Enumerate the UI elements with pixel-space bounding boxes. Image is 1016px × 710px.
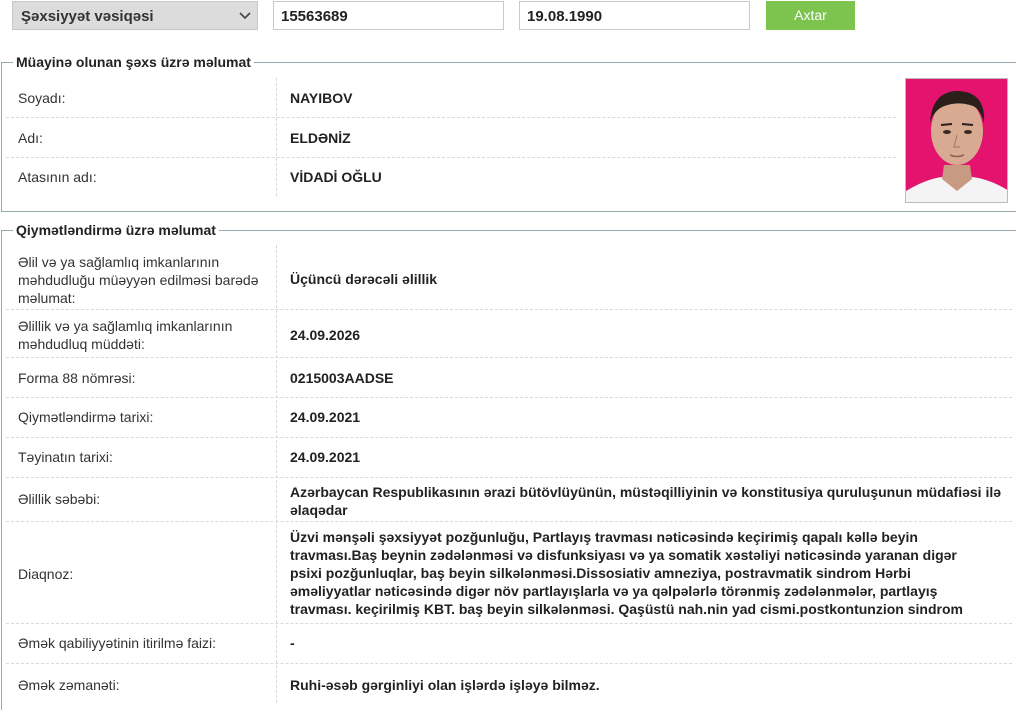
assessment-date-label: Qiymətləndirmə tarixi: xyxy=(18,409,154,425)
surname-label: Soyadı: xyxy=(18,90,66,106)
birth-date-value: 19.08.1990 xyxy=(527,8,603,25)
assessment-row-form88 xyxy=(6,358,1012,398)
disability-info-label: Əlil və ya sağlamlıq imkanlarının məhdudluğu müəyyən edilməsi barədə məlumat: xyxy=(18,254,259,306)
reason-value: Azərbaycan Respublikasının ərazi bütövlüyünün, müstəqilliyinin və konstitusiya quruluşunun müdafiəsi ilə əlaqədar xyxy=(290,484,1002,518)
search-button[interactable]: Axtar xyxy=(766,1,855,30)
work-guarantee-value: Ruhi-əsəb gərginliyi olan işlərdə işləyə bilməz. xyxy=(290,677,600,693)
diagnosis-label: Diaqnoz: xyxy=(18,566,74,582)
document-type-select[interactable] xyxy=(12,1,258,30)
work-capacity-value: - xyxy=(290,635,295,651)
appointment-date-label: Təyinatın tarixi: xyxy=(18,449,113,465)
work-capacity-label: Əmək qabiliyyətinin itirilmə faizi: xyxy=(18,635,217,651)
person-info-legend: Müayinə olunan şəxs üzrə məlumat xyxy=(13,54,254,70)
document-number-input[interactable] xyxy=(273,1,504,30)
assessment-date-value: 24.09.2021 xyxy=(290,409,361,425)
search-bar xyxy=(0,0,1016,42)
form88-value: 0215003AADSE xyxy=(290,370,394,386)
duration-label: Əlillik və ya sağlamlıq imkanlarının məhdudluq müddəti: xyxy=(18,318,233,352)
assessment-row-date xyxy=(6,398,1012,438)
document-number-value: 15563689 xyxy=(281,8,348,25)
birth-date-input[interactable] xyxy=(519,1,750,30)
name-value: ELDƏNİZ xyxy=(290,130,351,146)
work-guarantee-label: Əmək zəmanəti: xyxy=(18,677,120,693)
person-row-surname xyxy=(6,78,896,118)
patronymic-value: VİDADİ OĞLU xyxy=(290,169,382,185)
assessment-legend: Qiymətləndirmə üzrə məlumat xyxy=(13,222,219,238)
chevron-down-icon xyxy=(237,7,253,23)
patronymic-label: Atasının adı: xyxy=(18,169,97,185)
form88-label: Forma 88 nömrəsi: xyxy=(18,370,136,386)
portrait-image xyxy=(906,79,1008,203)
document-type-value: Şəxsiyyət vəsiqəsi xyxy=(21,8,154,25)
assessment-row-appointment xyxy=(6,438,1012,478)
reason-label: Əlillik səbəbi: xyxy=(18,491,101,507)
person-photo xyxy=(905,78,1008,203)
diagnosis-value: Üzvi mənşəli şəxsiyyət pozğunluğu, Partlayış travması nəticəsində keçirimiş qapalı kəllə beyin travması.Baş beynin zədələnməsi və disfunksiyası və ya somatik xəstəliyi nəticəsində yaranan digər psixi pozğunluqlar, baş beyin silkələnməsi.Dissosiativ amneziya, postravmatik sindrom Hərbi əməliyyatlar nəticəsində digər növ partlayışlarla və ya qəlpələrlə törənmiş zədələnmələr, partlayış travması. keçirilmiş KBT. baş beyin silkələnməsi. Qaşüstü nah.nin yad cismi.postkontunzion sindrom xyxy=(290,529,963,617)
surname-value: NAYIBOV xyxy=(290,90,353,106)
person-row-name xyxy=(6,118,896,158)
appointment-date-value: 24.09.2021 xyxy=(290,449,361,465)
disability-info-value: Üçüncü dərəcəli əlillik xyxy=(290,271,438,287)
name-label: Adı: xyxy=(18,130,43,146)
duration-value: 24.09.2026 xyxy=(290,327,361,343)
